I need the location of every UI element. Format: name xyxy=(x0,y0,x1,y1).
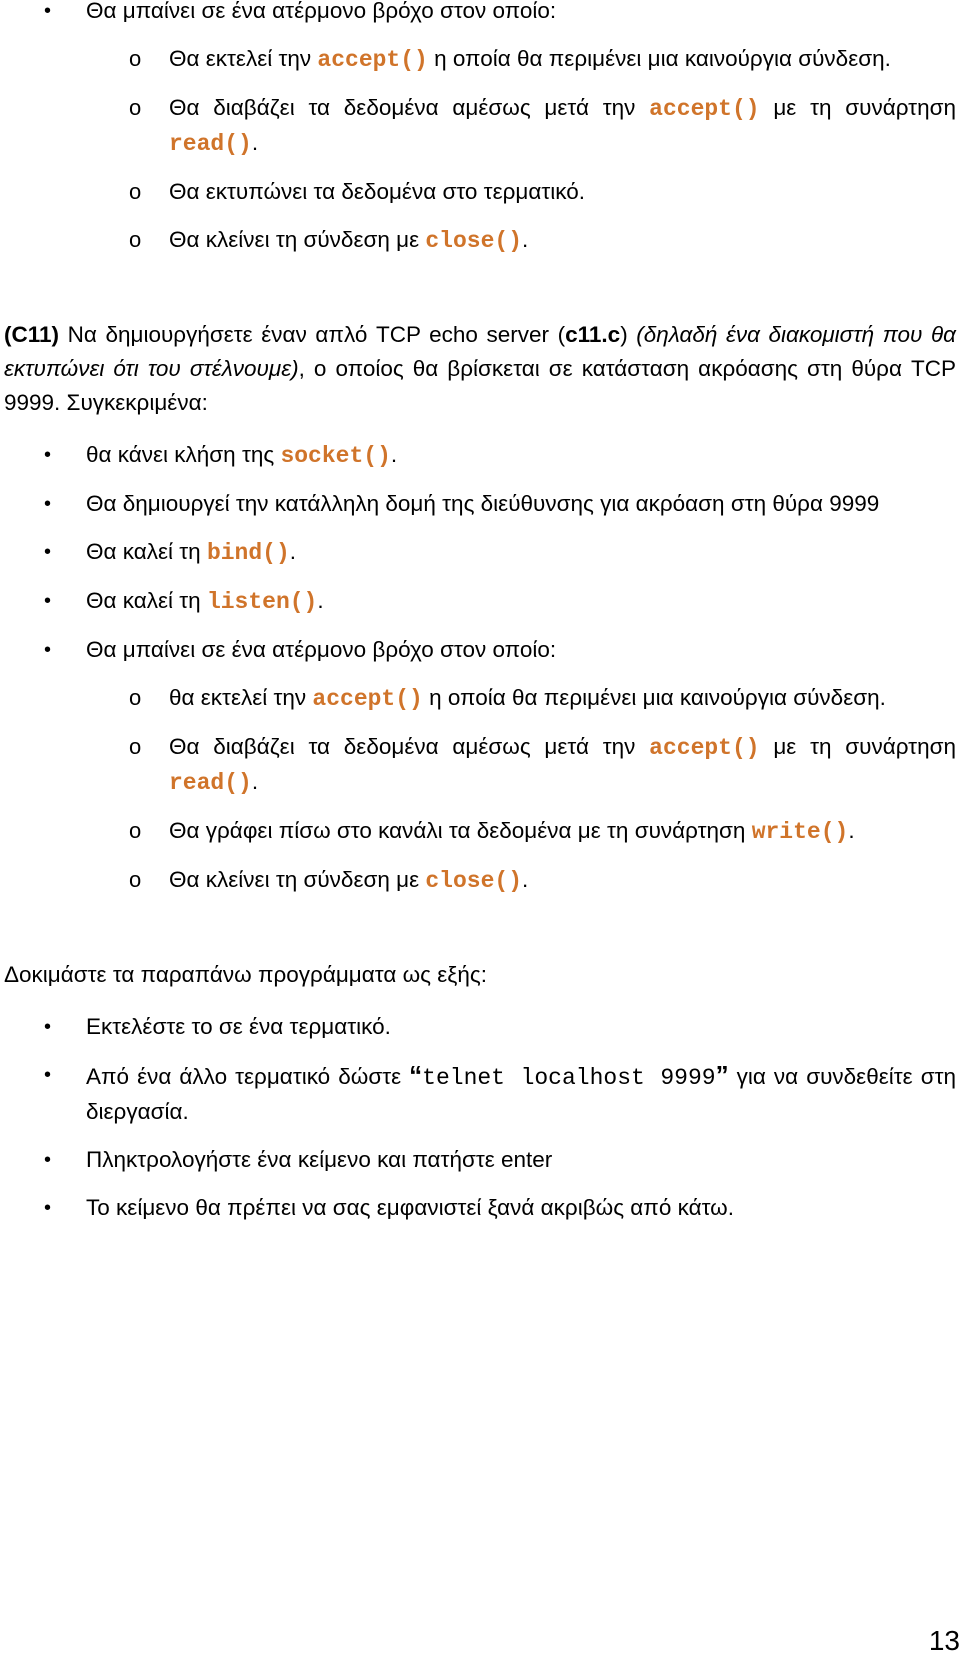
text-run: θα κάνει κλήση της xyxy=(86,442,281,467)
sub-item-text xyxy=(169,91,956,161)
bullet-text: Θα μπαίνει σε ένα ατέρμονο βρόχο στον οποίο: xyxy=(86,637,557,662)
sub-bullet-marker: o xyxy=(129,818,142,843)
sub-item-text xyxy=(169,730,956,800)
list-item xyxy=(4,535,956,570)
code-accept: accept() xyxy=(649,735,760,761)
bullet-text xyxy=(86,1058,956,1129)
list-item xyxy=(4,438,956,473)
bullet-marker: • xyxy=(44,1149,52,1171)
sub-bullet-marker: o xyxy=(129,227,142,252)
list-item xyxy=(4,1143,956,1177)
text-run: Θα γράφει πίσω στο κανάλι τα δεδομένα με τη συνάρτηση xyxy=(169,818,752,843)
text-run: Θα διαβάζει τα δεδομένα αμέσως μετά την xyxy=(169,734,650,759)
file-name: c11.c xyxy=(565,322,621,347)
sub-bullet-marker: o xyxy=(129,179,142,204)
sub-bullet-marker: o xyxy=(129,685,142,710)
code-listen: listen() xyxy=(206,589,318,615)
list-item xyxy=(4,1191,956,1225)
text-run: η οποία θα περιμένει μια καινούργια σύνδεση. xyxy=(422,685,886,710)
bullet-text: Θα δημιουργεί την κατάλληλη δομή της διεύθυνσης για ακρόαση στη θύρα 9999 xyxy=(86,491,880,516)
text-run: Θα διαβάζει τα δεδομένα αμέσως μετά την xyxy=(169,95,650,120)
code-accept: accept() xyxy=(317,47,428,73)
sub-item-text xyxy=(169,863,956,898)
bullet-marker: • xyxy=(44,493,52,515)
list-item xyxy=(4,584,956,619)
test-heading: Δοκιμάστε τα παραπάνω προγράμματα ως εξής: xyxy=(4,962,487,987)
text-run: . xyxy=(522,227,529,252)
list-item xyxy=(4,91,956,161)
bullet-text: Θα μπαίνει σε ένα ατέρμονο βρόχο στον οποίο: xyxy=(86,0,557,23)
text-run: Θα καλεί τη xyxy=(86,588,207,613)
list-item xyxy=(4,175,956,209)
close-quote: ” xyxy=(715,1060,729,1090)
bullet-marker: • xyxy=(44,1197,52,1219)
code-read: read() xyxy=(169,131,252,157)
bullet-marker: • xyxy=(44,541,52,563)
code-read: read() xyxy=(169,770,252,796)
italic-note: (δηλαδή ένα διακομιστή που θα εκτυπώνει ότι του στέλνουμε) xyxy=(4,322,956,381)
bullet-marker: • xyxy=(44,639,52,661)
text-run: . xyxy=(317,588,324,613)
bullet-text xyxy=(86,535,956,570)
list-item xyxy=(4,814,956,849)
text-run: . xyxy=(390,442,398,467)
list-item xyxy=(4,0,956,28)
c11-bullet-list xyxy=(4,438,956,667)
sub-bullet-marker: o xyxy=(129,46,142,71)
exercise-label: (C11) xyxy=(4,322,60,347)
telnet-command: telnet localhost 9999 xyxy=(422,1065,716,1091)
text-run: Θα καλεί τη xyxy=(86,539,207,564)
bullet-marker: • xyxy=(44,0,52,22)
code-accept: accept() xyxy=(312,686,423,712)
top-bullet-list xyxy=(4,0,956,28)
sub-bullet-marker: o xyxy=(129,867,142,892)
text-run: με τη συνάρτηση xyxy=(759,95,956,120)
text-run: για να συνδεθείτε στη διεργασία. xyxy=(86,1064,957,1124)
sub-item-text xyxy=(169,814,956,849)
code-accept: accept() xyxy=(649,96,760,122)
list-item xyxy=(4,487,956,521)
bullet-text: Εκτελέστε το σε ένα τερματικό. xyxy=(86,1014,391,1039)
bullet-marker: • xyxy=(44,444,52,466)
text-run: . xyxy=(251,769,259,794)
text-run: Από ένα άλλο τερματικό δώστε xyxy=(86,1064,410,1089)
sub-item-text: Θα εκτυπώνει τα δεδομένα στο τερματικό. xyxy=(169,179,585,204)
list-item xyxy=(4,42,956,77)
text-run: θα εκτελεί την xyxy=(169,685,313,710)
list-item xyxy=(4,633,956,667)
bullet-text: Πληκτρολογήστε ένα κείμενο και πατήστε enter xyxy=(86,1147,553,1172)
test-bullet-list xyxy=(4,1010,956,1225)
list-item xyxy=(4,1010,956,1044)
bullet-marker: • xyxy=(44,590,52,612)
text-run: ) xyxy=(620,322,628,347)
text-run: . xyxy=(848,818,855,843)
text-run: , ο οποίος θα βρίσκεται σε κατάσταση ακρόασης στη θύρα TCP 9999. Συγκεκριμένα: xyxy=(4,356,956,415)
bullet-text xyxy=(86,584,956,619)
sub-item-text xyxy=(169,42,956,77)
text-run: . xyxy=(522,867,529,892)
bullet-text: Το κείμενο θα πρέπει να σας εμφανιστεί ξανά ακριβώς από κάτω. xyxy=(86,1195,734,1220)
code-socket: socket() xyxy=(280,443,391,469)
code-close: close() xyxy=(425,868,522,894)
sub-item-text xyxy=(169,681,956,716)
code-write: write() xyxy=(751,819,849,845)
text-run: η οποία θα περιμένει μια καινούργια σύνδεση. xyxy=(427,46,891,71)
sub-bullet-marker: o xyxy=(129,734,142,759)
code-close: close() xyxy=(425,228,522,254)
top-sub-list xyxy=(4,42,956,258)
list-item xyxy=(4,681,956,716)
code-bind: bind() xyxy=(206,540,290,566)
list-item xyxy=(4,1058,956,1129)
bullet-text xyxy=(86,438,956,473)
text-run: Να δημιουργήσετε έναν απλό TCP echo server ( xyxy=(59,322,566,347)
list-item xyxy=(4,863,956,898)
text-run: . xyxy=(289,539,297,564)
list-item xyxy=(4,730,956,800)
sub-item-text xyxy=(169,223,956,258)
document-page xyxy=(4,0,956,1225)
text-run: . xyxy=(251,130,259,155)
page-number: 13 xyxy=(928,1625,960,1656)
text-run: Θα εκτελεί την xyxy=(169,46,318,71)
exercise-c11-paragraph xyxy=(4,318,956,420)
open-quote: “ xyxy=(409,1060,423,1090)
text-run: Θα κλείνει τη σύνδεση με xyxy=(169,227,426,252)
bullet-marker: • xyxy=(44,1064,52,1086)
sub-bullet-marker: o xyxy=(129,95,142,120)
list-item xyxy=(4,223,956,258)
text-run: με τη συνάρτηση xyxy=(759,734,956,759)
c11-sub-list xyxy=(4,681,956,898)
bullet-marker: • xyxy=(44,1016,52,1038)
text-run: Θα κλείνει τη σύνδεση με xyxy=(169,867,426,892)
